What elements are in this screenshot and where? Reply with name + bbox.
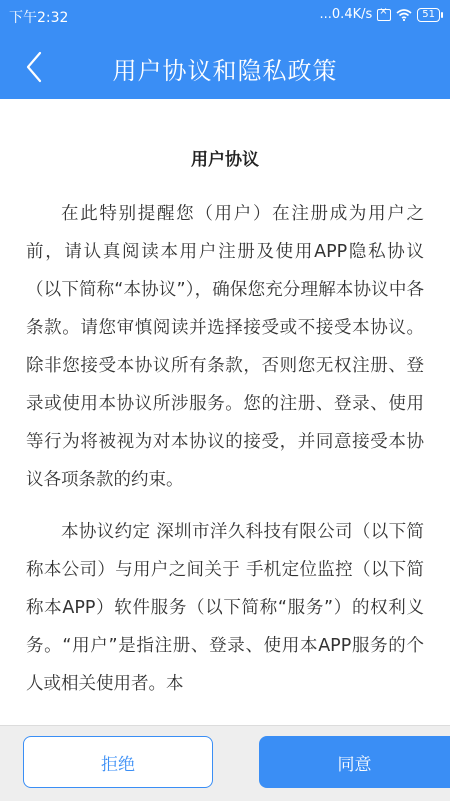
status-time: 下午2:32	[9, 10, 69, 26]
status-indicators	[320, 7, 440, 22]
agree-button[interactable]: 同意	[259, 736, 450, 788]
battery-icon: 51	[417, 8, 440, 22]
status-bar	[0, 0, 450, 34]
wifi-icon	[396, 9, 412, 21]
reject-button[interactable]: 拒绝	[23, 736, 213, 788]
action-footer	[0, 725, 450, 801]
nav-bar	[0, 34, 450, 99]
sim-card-icon	[377, 9, 391, 21]
document-heading: 用户协议	[191, 150, 259, 170]
agreement-paragraph: 在此特别提醒您（用户）在注册成为用户之前，请认真阅读本用户注册及使用APP隐私协议（以下简称“本协议”），确保您充分理解本协议中各条款。请您审慎阅读并选择接受或不接受本协议。除非您接受本协议所有条款，否则您无权注册、登录或使用本协议所涉服务。您的注册、登录、使用等行为将被视为对本协议的接受，并同意接受本协议各项条款的约束。	[26, 204, 424, 490]
network-speed: ...0.4K/s	[319, 7, 373, 22]
agreement-paragraph: 本协议约定 深圳市洋久科技有限公司（以下简称本公司）与用户之间关于 手机定位监控（以下简称本APP）软件服务（以下简称“服务”）的权利义务。“用户”是指注册、登录、使用本APP服务的个人或相关使用者。本	[26, 522, 424, 694]
agreement-content[interactable]	[0, 99, 450, 725]
page-title: 用户协议和隐私政策	[112, 57, 338, 85]
